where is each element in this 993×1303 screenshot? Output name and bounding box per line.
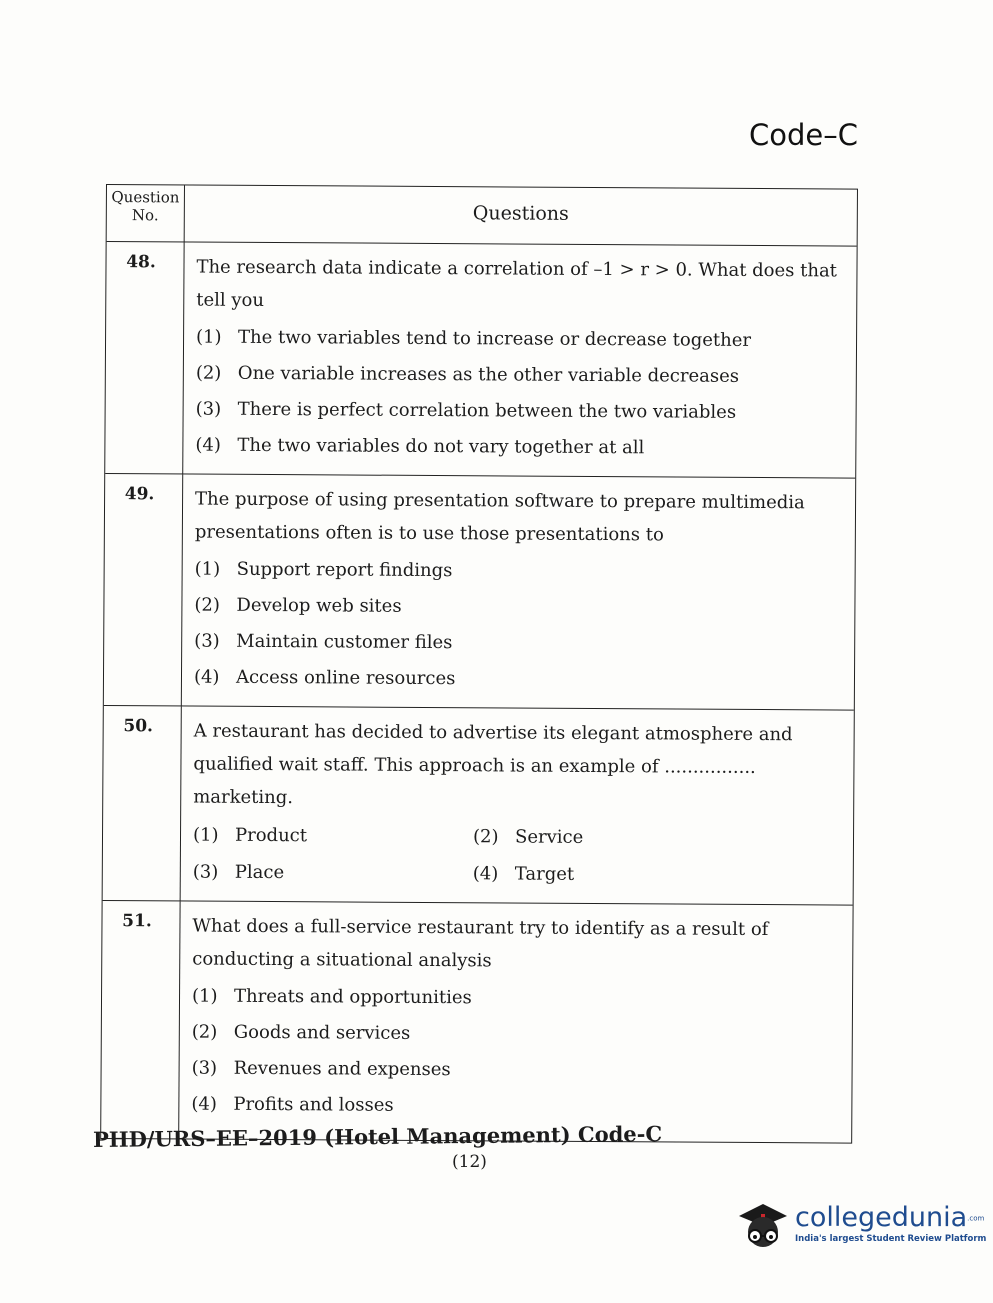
option — [194, 624, 850, 664]
option-number: (3) — [192, 861, 219, 883]
question-row-49 — [104, 474, 855, 711]
option-number: (4) — [191, 1093, 217, 1115]
option — [191, 1051, 847, 1091]
brand-tagline: India's largest Student Review Platform — [795, 1234, 987, 1245]
option-number: (1) — [196, 326, 222, 348]
column-header-question-no: Question No. — [107, 185, 185, 241]
option-text: Service — [514, 826, 584, 848]
question-row-50 — [103, 706, 854, 906]
question-text: A restaurant has decided to advertise its elegant atmosphere and qualified wait staff. This approach is an example of ................ marketing. — [193, 720, 793, 809]
option-number: (3) — [194, 630, 220, 652]
option-number: (3) — [195, 398, 222, 420]
option — [196, 356, 852, 396]
option-text: Support report findings — [236, 558, 453, 582]
question-text: The research data indicate a correlation of –1 > r > 0. What does that tell you — [196, 256, 838, 311]
logo-text — [795, 1201, 987, 1245]
brand-name: collegedunia.com — [795, 1201, 985, 1233]
paper-code: Code–C — [749, 118, 858, 152]
option-number: (1) — [194, 558, 221, 580]
option-text: Place — [234, 861, 285, 884]
question-number: 48. — [105, 242, 184, 473]
option-number: (2) — [191, 1021, 218, 1043]
option-number: (1) — [191, 985, 218, 1007]
option-text: There is perfect correlation between the two variables — [237, 398, 737, 423]
option-text: The two variables tend to increase or decrease together — [238, 326, 752, 351]
collegedunia-watermark — [733, 1196, 986, 1252]
question-row-48 — [105, 242, 856, 479]
question-table — [100, 184, 858, 1144]
option — [193, 854, 473, 893]
option-number: (4) — [193, 666, 220, 688]
option-number: (2) — [195, 362, 222, 384]
option-text: Access online resources — [235, 666, 456, 690]
options-grid — [193, 817, 849, 895]
option-text: Profits and losses — [233, 1093, 394, 1116]
option-text: Revenues and expenses — [233, 1057, 451, 1081]
option-text: Maintain customer files — [236, 630, 453, 654]
option — [192, 1015, 848, 1055]
option — [473, 855, 753, 894]
option — [196, 392, 852, 432]
option-number: (1) — [192, 824, 219, 846]
option — [192, 979, 848, 1019]
option — [193, 817, 473, 856]
option — [194, 588, 850, 628]
option-text: Threats and opportunities — [233, 985, 472, 1009]
question-number: 51. — [101, 901, 180, 1138]
option-text: Product — [234, 824, 308, 847]
question-number: 50. — [103, 706, 182, 900]
column-header-questions: Questions — [472, 202, 569, 225]
option — [194, 660, 850, 700]
question-body — [181, 706, 854, 904]
question-number: 49. — [104, 474, 183, 705]
option — [191, 1087, 847, 1127]
table-header-row — [107, 185, 857, 247]
option — [195, 552, 851, 592]
page-number: (12) — [452, 1152, 487, 1172]
option — [195, 428, 851, 468]
question-text: The purpose of using presentation software to prepare multimedia presentations often is to use those presentations to — [194, 488, 805, 546]
option-text: One variable increases as the other variable decreases — [237, 362, 740, 387]
option-number: (2) — [194, 594, 220, 616]
option-text: Develop web sites — [236, 594, 402, 617]
question-body — [183, 242, 856, 477]
option-text: Goods and services — [233, 1021, 411, 1044]
question-row-51 — [101, 901, 852, 1143]
student-mascot-icon — [733, 1196, 791, 1252]
option-number: (2) — [472, 826, 499, 848]
option — [473, 818, 753, 857]
question-text: What does a full-service restaurant try to identify as a result of conducting a situational analysis — [192, 915, 769, 972]
question-body — [179, 901, 852, 1142]
option — [196, 320, 852, 360]
option-number: (3) — [191, 1057, 218, 1079]
exam-footer: PHD/URS–EE–2019 (Hotel Management) Code-C — [92, 1121, 663, 1152]
question-body — [182, 474, 855, 709]
option-text: Target — [514, 863, 575, 885]
option-number: (4) — [195, 434, 221, 456]
option-number: (4) — [472, 863, 499, 885]
option-text: The two variables do not vary together at all — [237, 434, 645, 459]
